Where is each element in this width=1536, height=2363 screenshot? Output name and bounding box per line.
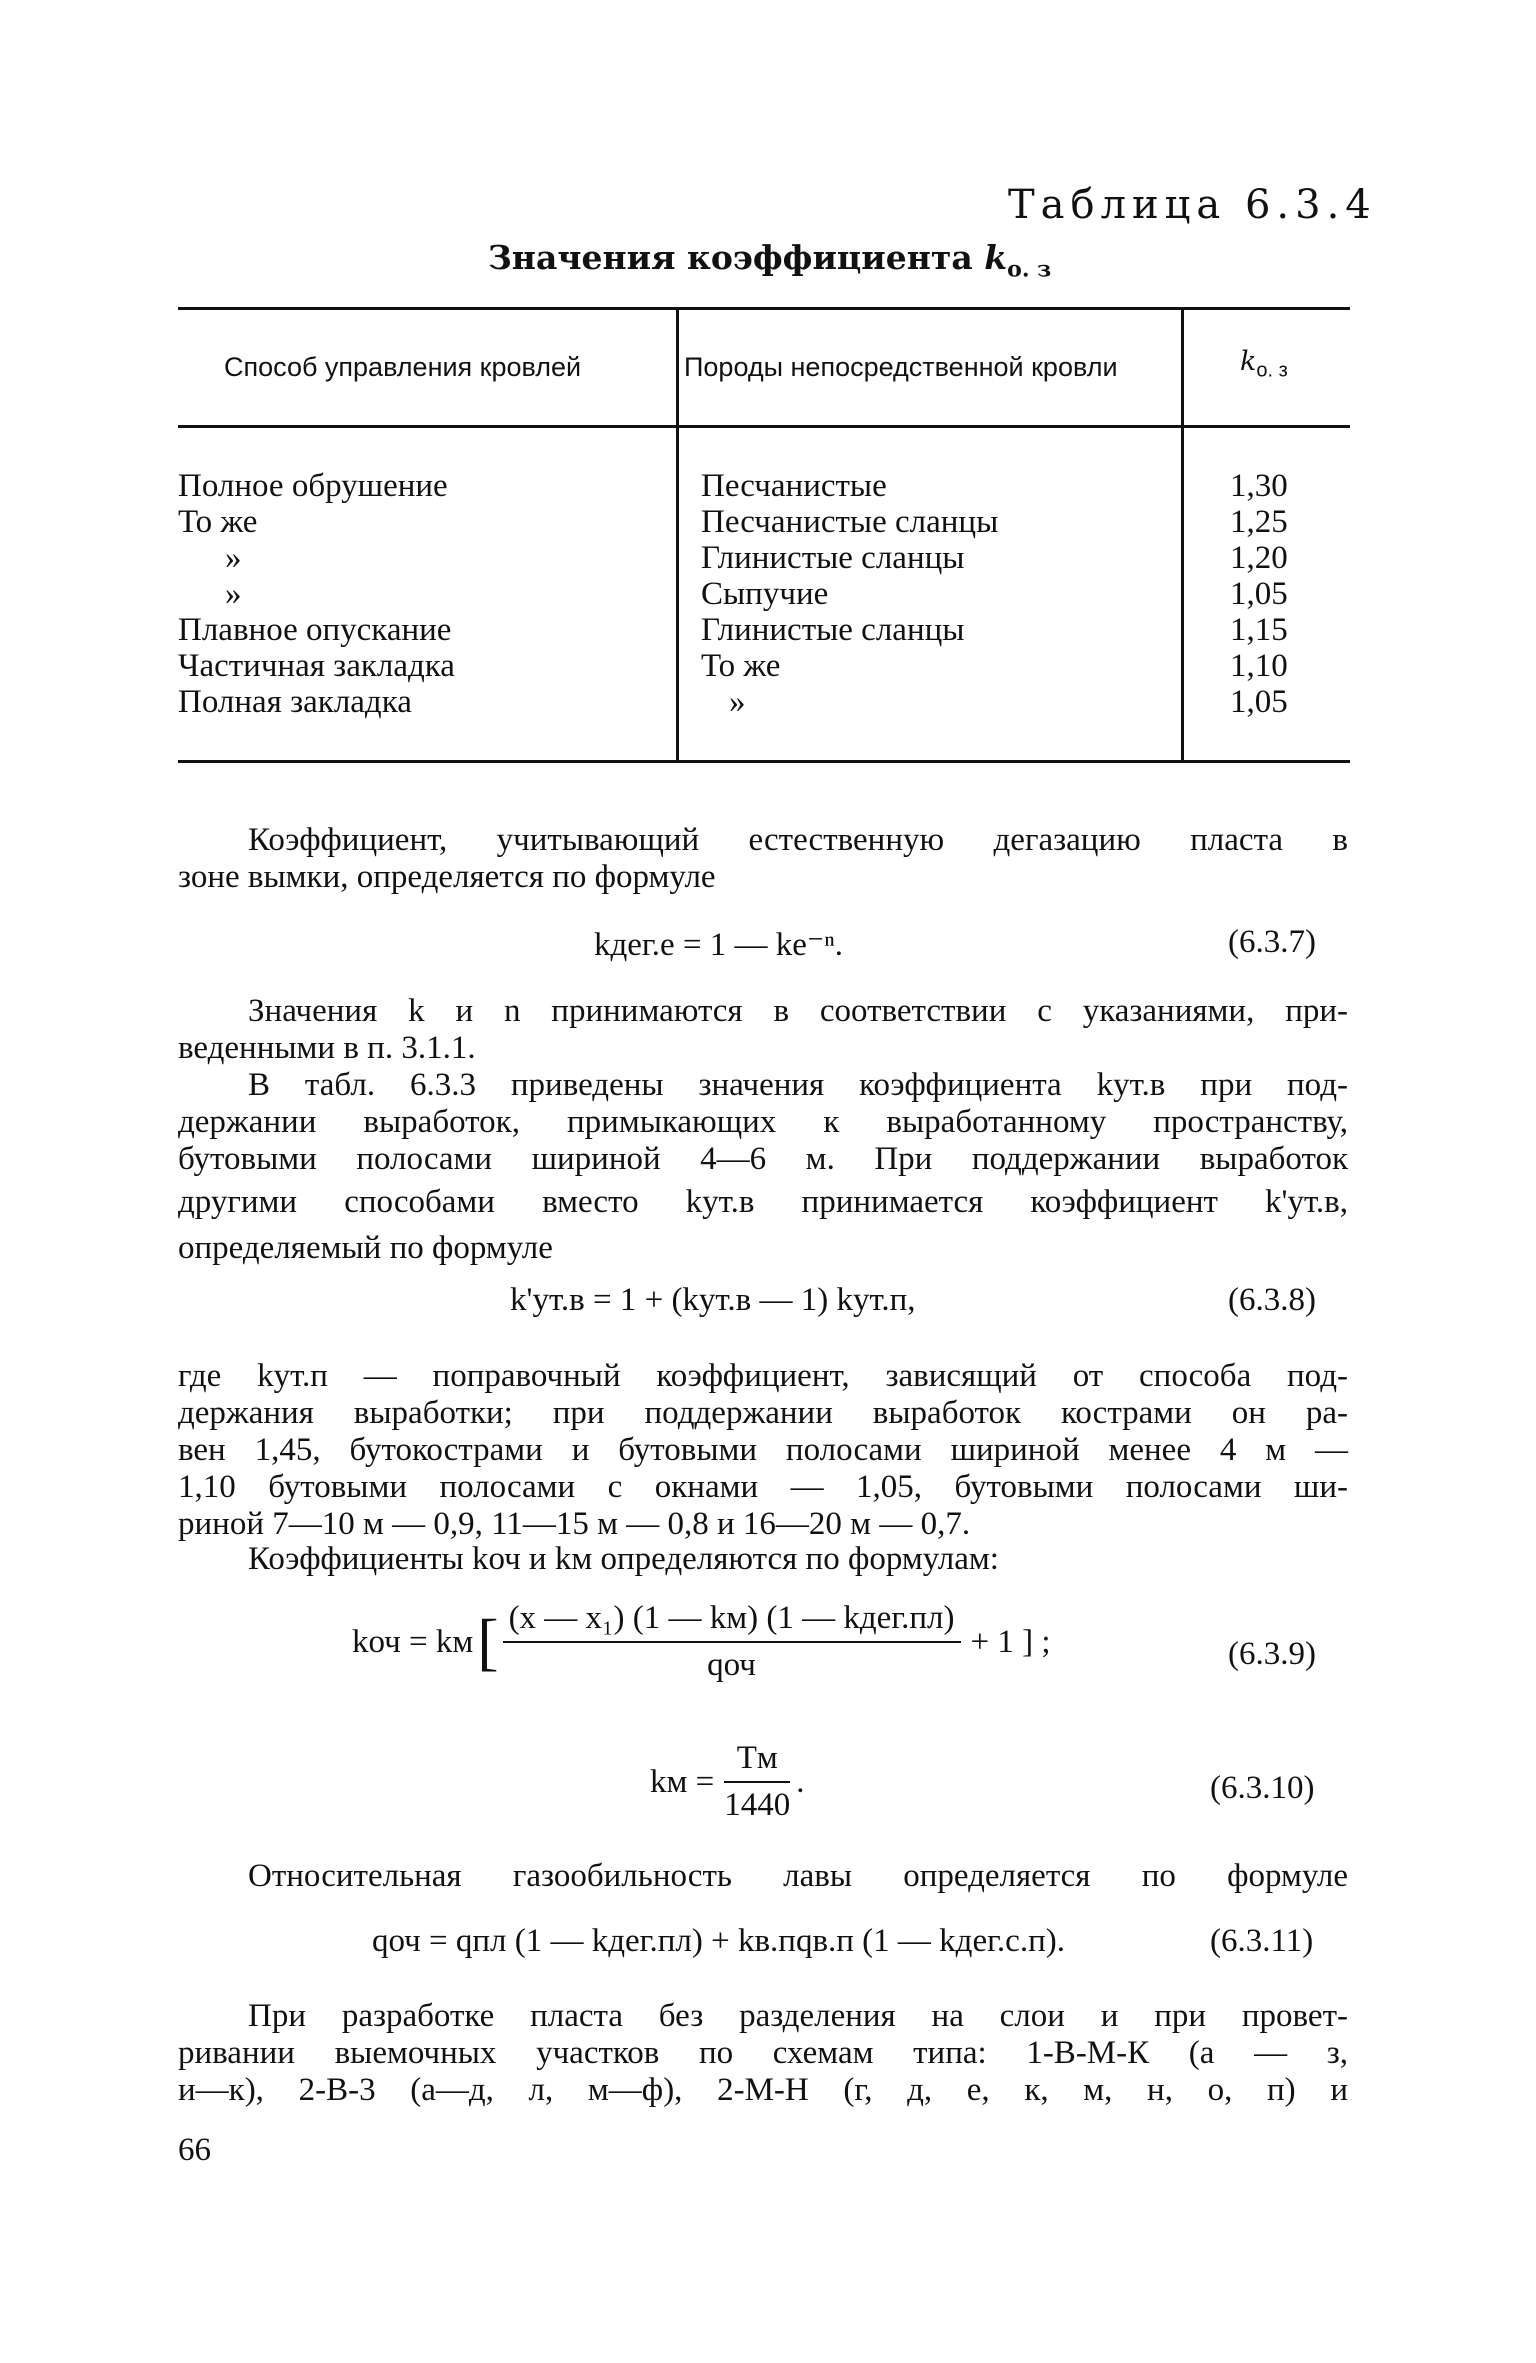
- table-cell: »: [225, 540, 242, 576]
- fraction-denominator: qоч: [707, 1647, 756, 1683]
- table-cell: Песчанистые: [701, 468, 887, 504]
- table-column-method: [178, 468, 455, 720]
- text-line: 1,10 бутовыми полосами с окнами — 1,05, бутовыми полосами ши-: [178, 1469, 1348, 1505]
- table-title-symbol-sub: о. з: [1007, 256, 1052, 283]
- equation-number: (6.3.11): [1210, 1923, 1314, 1959]
- paragraph-degassing: [178, 822, 1348, 896]
- table-cell: Сыпучие: [701, 576, 829, 612]
- equation-6-3-8: k'ут.в = 1 + (kут.в — 1) kут.п,: [510, 1282, 916, 1318]
- equation-right-side: .: [796, 1763, 805, 1800]
- equation-6-3-10: [650, 1740, 805, 1824]
- table-header-coefficient: [1240, 346, 1288, 382]
- text-line: веденными в п. 3.1.1.: [178, 1030, 476, 1066]
- equation-right-side: + 1 ] ;: [970, 1623, 1051, 1660]
- paragraph-correction-coefficient: [178, 1358, 1348, 1543]
- text-line: другими способами вместо kут.в принимается коэффициент k'ут.в,: [178, 1184, 1348, 1220]
- text-line: и—к), 2-В-3 (а—д, л, м—ф), 2-М-Н (г, д, е, к, м, н, о, п) и: [178, 2072, 1348, 2108]
- text-line: Коэффициенты kоч и kм определяются по формулам:: [248, 1541, 999, 1577]
- table-header-method: Способ управления кровлей: [224, 352, 582, 382]
- equation-number: (6.3.9): [1228, 1636, 1316, 1672]
- bracket-open: [: [477, 1606, 499, 1677]
- table-cell: Плавное опускание: [178, 612, 452, 648]
- equation-left-side: kм =: [650, 1763, 715, 1800]
- text-line: Относительная газообильность лавы определяется по формуле: [248, 1858, 1348, 1894]
- text-line: определяемый по формуле: [178, 1230, 553, 1266]
- paragraph-development: [178, 1998, 1348, 2109]
- table-cell: Полное обрушение: [178, 468, 448, 504]
- table-divider-2: [1181, 310, 1184, 760]
- table-cell: Частичная закладка: [178, 648, 455, 684]
- text-line: держании выработок, примыкающих к выработанному пространству,: [178, 1104, 1348, 1140]
- table-title: [488, 238, 1051, 283]
- table-column-coefficient: [1230, 468, 1288, 720]
- text-line: риной 7—10 м — 0,9, 11—15 м — 0,8 и 16—20 м — 0,7.: [178, 1506, 971, 1542]
- text-line: вен 1,45, бутокострами и бутовыми полосами шириной менее 4 м —: [178, 1432, 1348, 1468]
- table-cell: Глинистые сланцы: [701, 612, 965, 648]
- table-title-symbol: k: [984, 238, 1008, 277]
- table-cell: Песчанистые сланцы: [701, 504, 999, 540]
- equation-6-3-7: kдег.е = 1 — ke⁻ⁿ.: [594, 927, 843, 963]
- table-cell: 1,25: [1230, 504, 1288, 540]
- table-header-rule: [178, 425, 1350, 428]
- text-line: где kут.п — поправочный коэффициент, зависящий от способа под-: [178, 1358, 1348, 1394]
- equation-number: (6.3.10): [1210, 1770, 1315, 1806]
- page-number: 66: [178, 2132, 211, 2168]
- table-cell: »: [729, 684, 746, 720]
- table-divider-1: [676, 310, 679, 760]
- table-cell: Глинистые сланцы: [701, 540, 965, 576]
- fraction: [503, 1600, 961, 1684]
- fraction: [724, 1740, 790, 1824]
- table-title-text: Значения коэффициента: [488, 238, 973, 277]
- table-number: Таблица 6.3.4: [1008, 182, 1377, 228]
- fraction-denominator: 1440: [724, 1787, 791, 1823]
- table-cell: 1,20: [1230, 540, 1288, 576]
- equation-6-3-11: qоч = qпл (1 — kдег.пл) + kв.пqв.п (1 — kдег.с.п).: [372, 1923, 1065, 1959]
- equation-number: (6.3.8): [1228, 1282, 1316, 1318]
- text-line: В табл. 6.3.3 приведены значения коэффициента kут.в при под-: [248, 1067, 1348, 1103]
- paragraph-gas-release: [178, 1858, 1348, 1895]
- paragraph-coefficients-intro: [178, 1541, 1348, 1578]
- text-line: зоне вымки, определяется по формуле: [178, 859, 716, 895]
- table-cell: 1,05: [1230, 684, 1288, 720]
- text-line: Коэффициент, учитывающий естественную дегазацию пласта в: [248, 822, 1348, 858]
- table-cell: 1,15: [1230, 612, 1288, 648]
- table-cell: 1,10: [1230, 648, 1288, 684]
- table-cell: То же: [178, 504, 258, 540]
- table-column-rocks: [701, 468, 998, 720]
- table-header-rocks: Породы непосредственной кровли: [684, 352, 1118, 382]
- fraction-numerator: (x — x₁) (1 — kм) (1 — kдег.пл): [503, 1600, 961, 1643]
- table-cell: 1,05: [1230, 576, 1288, 612]
- text-line: ривании выемочных участков по схемам типа: 1-В-М-К (а — з,: [178, 2035, 1348, 2071]
- table-top-rule: [178, 307, 1350, 310]
- table-cell: 1,30: [1230, 468, 1288, 504]
- text-line: При разработке пласта без разделения на слои и при провет-: [248, 1998, 1348, 2034]
- table-cell: »: [225, 576, 242, 612]
- paragraph-values-k-n: [178, 993, 1348, 1067]
- text-line: бутовыми полосами шириной 4—6 м. При поддержании выработок: [178, 1141, 1348, 1177]
- table-header-symbol-sub: о. з: [1256, 359, 1288, 382]
- text-line: Значения k и n принимаются в соответствии с указаниями, при-: [248, 993, 1348, 1029]
- equation-number: (6.3.7): [1228, 924, 1316, 960]
- equation-left-side: kоч = kм: [352, 1623, 474, 1660]
- table-cell: Полная закладка: [178, 684, 412, 720]
- paragraph-table-reference: [178, 1067, 1348, 1267]
- table-header-symbol: k: [1240, 346, 1257, 377]
- table-cell: То же: [701, 648, 781, 684]
- table-bottom-rule: [178, 760, 1350, 763]
- text-line: держания выработки; при поддержании выработок кострами он ра-: [178, 1395, 1348, 1431]
- fraction-numerator: Tм: [724, 1740, 790, 1783]
- equation-6-3-9: [352, 1600, 1051, 1684]
